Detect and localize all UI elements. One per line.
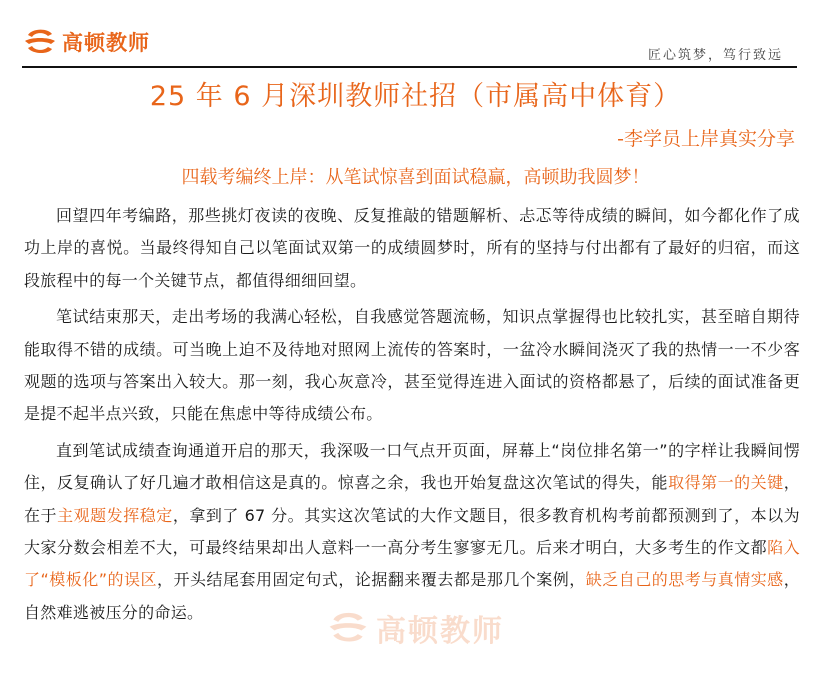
watermark-text: 高顿教师 — [376, 614, 504, 649]
highlight-lack-of-thinking: 缺乏自己的思考与真情实感 — [585, 570, 784, 590]
paragraph-3-text: ，开头结尾套用固定句式，论据翻来覆去都是那几个案例， — [157, 570, 586, 590]
paragraph-3-text: ，拿到了 67 分。其实这次笔试的大作文题目，很多教育机构考前都预测到了，本以为大家分数会相差不大，可最终结果却出人意料一一高分考生寥寥无几。后来才明白，大多考生的作文都 — [24, 505, 800, 558]
article-body — [24, 200, 800, 633]
highlight-subjective-stable: 主观题发挥稳定 — [57, 505, 173, 525]
page-title: 25 年 6 月深圳教师社招（市属高中体育） — [149, 81, 682, 112]
article-subtitle: 四载考编终上岸：从笔试惊喜到面试稳赢，高顿助我圆梦！ — [181, 167, 650, 188]
paragraph-3-text: ，自然难逃被压分的命运。 — [24, 570, 800, 622]
highlight-key-to-first: 取得第一的关键 — [668, 473, 784, 493]
gaodun-logo-icon — [22, 26, 58, 58]
highlight-template-trap: 陷入了“模板化”的误区 — [24, 538, 800, 590]
author-line: -李学员上岸真实分享 — [617, 128, 795, 150]
header-divider — [22, 66, 797, 68]
brand-name: 高顿教师 — [62, 31, 150, 55]
brand-logo — [22, 26, 150, 58]
paragraph-1: 回望四年考编路，那些挑灯夜读的夜晚、反复推敲的错题解析、忐忑等待成绩的瞬间，如今都化作了成功上岸的喜悦。当最终得知自己以笔面试双第一的成绩圆梦时，所有的坚持与付出都有了最好的归宿，而这段旅程中的每一个关键节点，都值得细细回望。 — [24, 206, 800, 290]
paragraph-3-text: 直到笔试成绩查询通道开启的那天，我深吸一口气点开页面，屏幕上“岗位排名第一”的字样让我瞬间愣住，反复确认了好几遍才敢相信这是真的。惊喜之余，我也开始复盘这次笔试的得失，能 — [24, 440, 800, 493]
paragraph-3 — [24, 435, 800, 629]
page-header — [0, 0, 831, 70]
header-slogan: 匠心筑梦，笃行致远 — [647, 48, 783, 63]
paragraph-2: 笔试结束那天，走出考场的我满心轻松，自我感觉答题流畅，知识点掌握得也比较扎实，甚至暗自期待能取得不错的成绩。可当晚上迫不及待地对照网上流传的答案时，一盆冷水瞬间浇灭了我的热情一一不少客观题的选项与答案出入较大。那一刻，我心灰意冷，甚至觉得连进入面试的资格都悬了，后续的面试准备更是提不起半点兴致，只能在焦虑中等待成绩公布。 — [24, 307, 800, 424]
paragraph-3-text: ，在于 — [24, 473, 800, 525]
